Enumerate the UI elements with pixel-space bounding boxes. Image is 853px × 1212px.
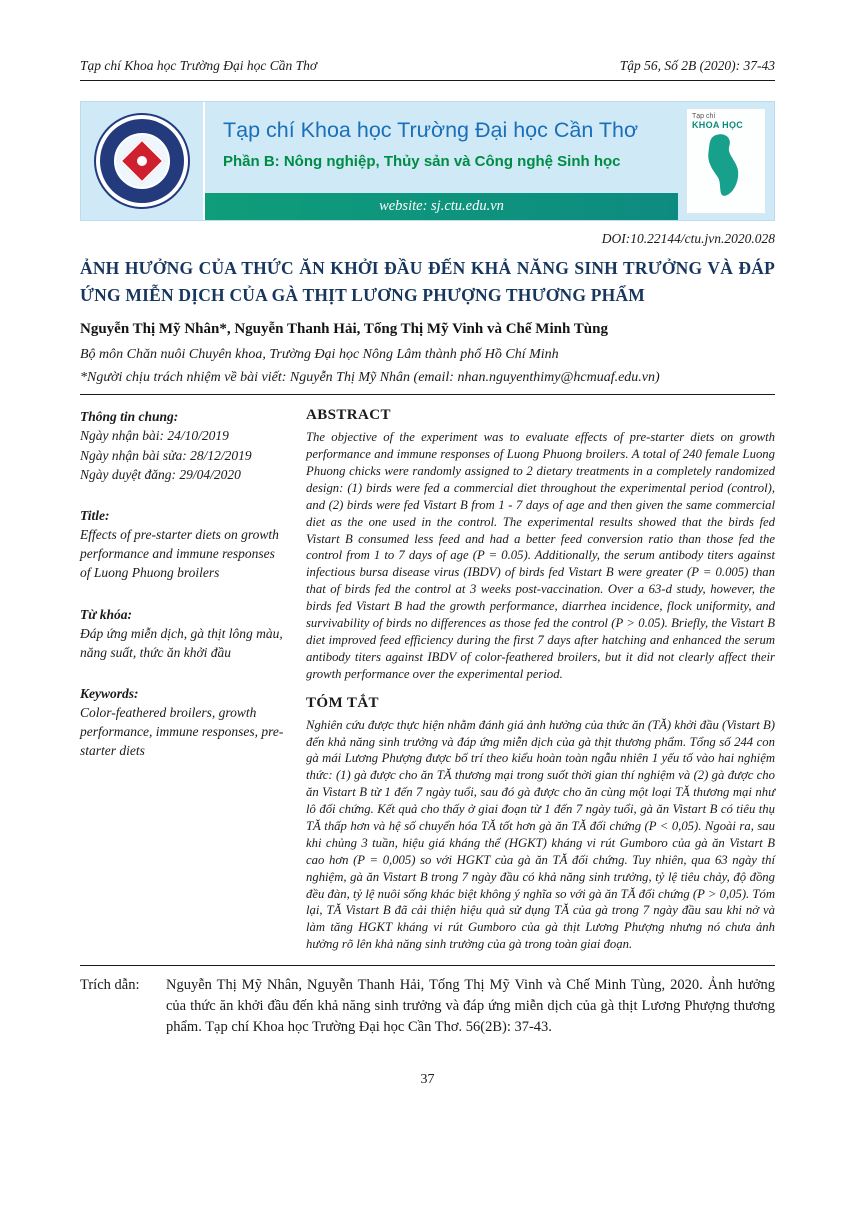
general-info-heading: Thông tin chung: (80, 409, 179, 425)
citation-text: Nguyễn Thị Mỹ Nhân, Nguyễn Thanh Hải, Tống Thị Mỹ Vinh và Chế Minh Tùng, 2020. Ảnh hưởng của thức ăn khởi đầu đến khả năng sinh trưởng và đáp ứng miễn dịch của gà thịt Lương Phượng thương phẩm. Tạp chí Khoa học Trường Đại học Cần Thơ. 56(2B): 37-43. (166, 977, 775, 1036)
journal-subtitle: Phần B: Nông nghiệp, Thủy sản và Công nghệ Sinh học (223, 153, 621, 170)
running-head-issue: Tập 56, Số 2B (2020): 37-43 (619, 58, 775, 73)
doi: DOI:10.22144/ctu.jvn.2020.028 (601, 231, 775, 246)
journal-banner (80, 101, 775, 221)
journal-title: Tạp chí Khoa học Trường Đại học Cần Thơ (223, 118, 639, 142)
accepted-date: Ngày duyệt đăng: 29/04/2020 (80, 466, 241, 482)
cover-title-main: KHOA HỌC (692, 120, 744, 130)
running-head (80, 58, 775, 74)
english-title: Effects of pre-starter diets on growth performance and immune responses of Luong Phuong broilers (80, 527, 279, 581)
banner-text-block (205, 102, 678, 220)
keywords-vi-block (80, 605, 288, 662)
received-date: Ngày nhận bài: 24/10/2019 (80, 428, 229, 444)
keywords-en-block (80, 684, 288, 761)
general-info-block (80, 407, 288, 484)
running-head-journal: Tạp chí Khoa học Trường Đại học Cần Thơ (80, 58, 318, 73)
cover-title-small: Tạp chí (692, 113, 716, 120)
corresponding-author: *Người chịu trách nhiệm về bài viết: Nguyễn Thị Mỹ Nhân (email: nhan.nguyenthimy@hcmuaf.edu.vn) (80, 370, 660, 386)
article-info-sidebar (80, 407, 288, 965)
english-title-heading: Title: (80, 507, 110, 523)
page-number: 37 (420, 1072, 435, 1088)
abstract-column (306, 407, 775, 965)
website-bar (205, 193, 678, 220)
seal-core (114, 133, 170, 189)
abstract-heading-vi: TÓM TẮT (306, 694, 379, 711)
keywords-en: Color-feathered broilers, growth performance, immune responses, pre-starter diets (80, 705, 284, 759)
header-divider (80, 80, 775, 81)
revised-date: Ngày nhận bài sửa: 28/12/2019 (80, 447, 252, 463)
citation-label: Trích dẫn: (80, 977, 140, 994)
abstract-body-en: The objective of the experiment was to evaluate effects of pre-starter diets on growth performance and immune responses of Luong Phuong broilers. A total of 240 female Luong Phuong chicks were randomly assigned to 2 dietary treatments in a completely randomized design: (1) birds were fed a commercial diet throughout the experimental period (control), and (2) birds were fed Vistart B from 1 - 7 days of age and then given the same commercial diet as the one used in the control. The experimental results showed that the birds fed Vistart B consumed less feed and had a better feed conversion ratio than those fed the control from 1 to 7 days of age (P = 0.05). Additionally, the serum antibody titers against infectious bursa disease virus (IBDV) of birds fed Vistart B were greater (P = 0.005) than that of birds fed the control at 3 weeks post-vaccination. Over a 63-d study, however, the birds fed Vistart B had the growth performance, diarrhea incidence, flock uniformity, and survivability of birds no differences as those fed the control (P > 0.05). Briefly, the Vistart B diet improved feed efficiency during the first 7 days after hatching and enhanced the serum antibody titers against IBDV of color-feathered broilers, but it did not clearly affect their growth performance over the experimental period. (306, 430, 775, 681)
seal-diamond (119, 138, 164, 183)
abstract-top-divider (80, 394, 775, 395)
citation-divider (80, 965, 775, 966)
vietnam-map-icon (692, 132, 754, 204)
keywords-vi-heading: Từ khóa: (80, 606, 132, 622)
citation-block (80, 975, 775, 1038)
university-seal-icon (94, 113, 190, 209)
abstract-body-vi: Nghiên cứu được thực hiện nhằm đánh giá ảnh hưởng của thức ăn (TĂ) khởi đầu (Vistart B) đến khả năng sinh trưởng và đáp ứng miễn dịch của gà thịt thương phẩm. Tổng số 244 con gà mái Lương Phượng được bố trí theo kiểu hoàn toàn ngẫu nhiên 1 yếu tố vào hai nghiệm thức: (1) gà được cho ăn TĂ thương mại trong suốt thời gian thí nghiệm và (2) gà được cho ăn Vistart B từ 1 đến 7 ngày tuổi, sau đó gà được cho ăn cùng một loại TĂ thương mại như lô đối chứng. Kết quả cho thấy ở giai đoạn từ 1 đến 7 ngày tuổi, gà ăn Vistart B có tiêu thụ TĂ thấp hơn và hệ số chuyển hóa TĂ tốt hơn gà ăn TĂ đối chứng (P < 0,05). Ngoài ra, sau khi chủng 3 tuần, hiệu giá kháng thể (HGKT) kháng vi rút Gumboro của gà ăn Vistart B cao hơn (P = 0,005) so với HGKT của gà ăn TĂ đối chứng. Tuy nhiên, qua 63 ngày thí nghiệm, gà ăn Vistart B trong 7 ngày đầu có khả năng sinh trưởng, tỷ lệ tiêu chảy, độ đồng đều đàn, tỷ lệ nuôi sống khác biệt không ý nghĩa so với gà ăn TĂ đối chứng (P > 0,05). Tóm lại, TĂ Vistart B đã cải thiện hiệu quả sử dụng TĂ của gà trong 7 ngày đầu sau khi nở và làm tăng HGKT kháng vi rút Gumboro của gà thịt Lương Phượng nhưng nó chưa ảnh hưởng rõ lên khả năng sinh trưởng của gà trong toàn giai đoạn. (306, 717, 775, 952)
english-title-block (80, 506, 288, 583)
journal-cover-box (678, 102, 774, 220)
article-authors: Nguyễn Thị Mỹ Nhân*, Nguyễn Thanh Hải, Tống Thị Mỹ Vinh và Chế Minh Tùng (80, 321, 608, 338)
article-title: ẢNH HƯỞNG CỦA THỨC ĂN KHỞI ĐẦU ĐẾN KHẢ NĂNG SINH TRƯỞNG VÀ ĐÁP ỨNG MIỄN DỊCH CỦA GÀ THỊT LƯƠNG PHƯỢNG THƯƠNG PHẨM (80, 258, 775, 306)
journal-website-link[interactable]: website: sj.ctu.edu.vn (379, 198, 504, 214)
content-columns (80, 407, 775, 965)
article-affiliation: Bộ môn Chăn nuôi Chuyên khoa, Trường Đại học Nông Lâm thành phố Hồ Chí Minh (80, 347, 559, 363)
keywords-vi: Đáp ứng miễn dịch, gà thịt lông màu, năng suất, thức ăn khởi đầu (80, 625, 283, 660)
abstract-heading-en: ABSTRACT (306, 407, 391, 424)
keywords-en-heading: Keywords: (80, 685, 139, 701)
journal-cover-thumbnail (686, 108, 766, 214)
university-logo-box (81, 102, 205, 220)
